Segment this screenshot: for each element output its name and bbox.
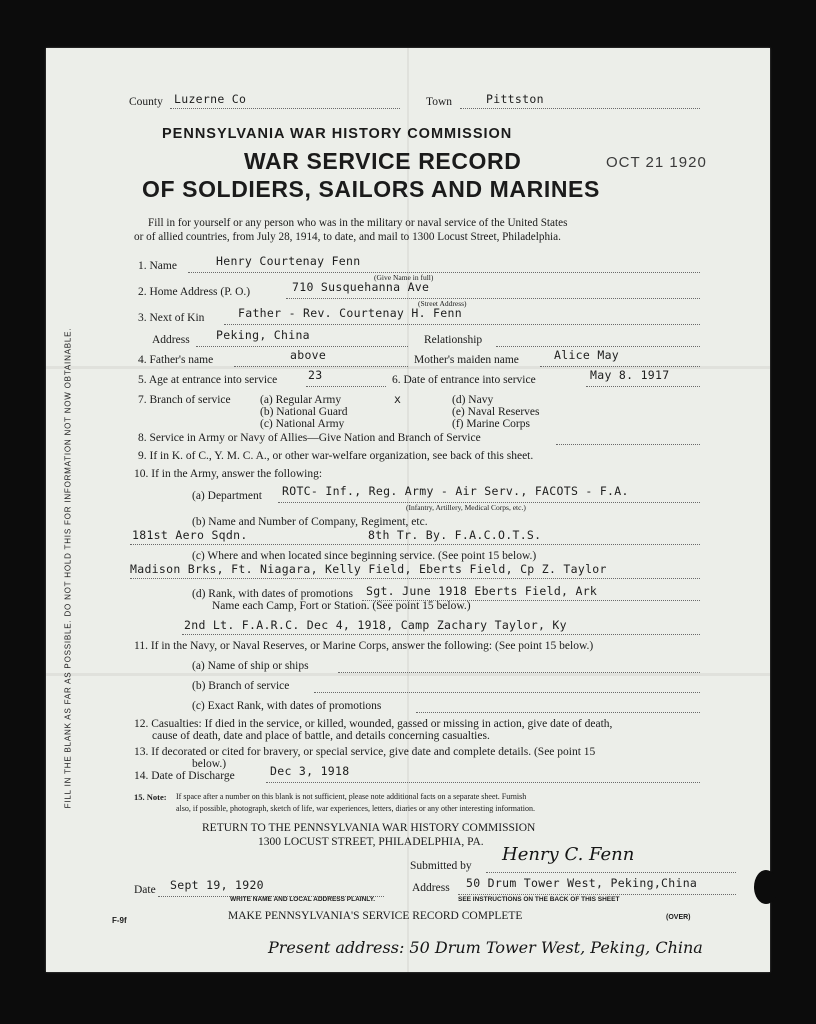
commission-title: PENNSYLVANIA WAR HISTORY COMMISSION <box>162 126 513 142</box>
rank-hint: Name each Camp, Fort or Station. (See point 15 below.) <box>212 600 471 612</box>
ship-line <box>338 672 700 673</box>
town-value: Pittston <box>486 92 544 106</box>
intro-line-1: Fill in for yourself or any person who was in the military or naval service of the United States <box>148 217 568 229</box>
department-value: ROTC- Inf., Reg. Army - Air Serv., FACOTS - F.A. <box>282 484 629 498</box>
footer-address-value: 50 Drum Tower West, Peking,China <box>466 876 698 890</box>
company-value-2: 8th Tr. By. F.A.C.O.T.S. <box>368 528 542 542</box>
name-label: 1. Name <box>138 260 177 272</box>
navy-label: 11. If in the Navy, or Naval Reserves, or Marine Corps, answer the following: (See point 15 below.) <box>134 640 594 652</box>
return-line-2: 1300 LOCUST STREET, PHILADELPHIA, PA. <box>258 836 484 848</box>
rank-value-2: 2nd Lt. F.A.R.C. Dec 4, 1918, Camp Zachary Taylor, Ky <box>184 618 567 632</box>
county-label: County <box>129 96 163 108</box>
form-title: WAR SERVICE RECORD <box>244 148 522 174</box>
rank-line-2 <box>182 634 700 635</box>
branch-marine-corps: (f) Marine Corps <box>452 418 530 430</box>
town-line <box>460 108 700 109</box>
mother-name-line <box>540 366 700 367</box>
department-hint: (Infantry, Artillery, Medical Corps, etc.) <box>406 503 526 512</box>
name-line <box>188 272 700 273</box>
navy-rank-line <box>416 712 700 713</box>
allies-label: 8. Service in Army or Navy of Allies—Give Nation and Branch of Service <box>138 432 481 444</box>
mother-name-label: Mother's maiden name <box>414 354 519 366</box>
navy-branch-line <box>314 692 700 693</box>
discharge-label: 14. Date of Discharge <box>134 770 235 782</box>
side-note: FILL IN THE BLANK AS FAR AS POSSIBLE. DO NOT HOLD THIS FOR INFORMATION NOT NOW OBTAINABLE. <box>63 327 73 809</box>
location-label: (c) Where and when located since beginning service. (See point 15 below.) <box>192 550 537 562</box>
navy-rank-label: (c) Exact Rank, with dates of promotions <box>192 700 382 712</box>
rank-value-1: Sgt. June 1918 Eberts Field, Ark <box>366 584 598 598</box>
allies-line <box>556 444 700 445</box>
branch-regular-army: (a) Regular Army <box>260 394 342 406</box>
instructions-hint: SEE INSTRUCTIONS ON THE BACK OF THIS SHEET <box>458 896 620 903</box>
form-subtitle: OF SOLDIERS, SAILORS AND MARINES <box>142 176 600 202</box>
home-address-label: 2. Home Address (P. O.) <box>138 286 251 298</box>
make-complete: MAKE PENNSYLVANIA'S SERVICE RECORD COMPLETE <box>228 910 523 922</box>
location-value: Madison Brks, Ft. Niagara, Kelly Field, Eberts Field, Cp Z. Taylor <box>130 562 607 576</box>
decorated-line-1: 13. If decorated or cited for bravery, or special service, give date and complete details. (See point 15 <box>134 746 596 758</box>
branch-national-guard: (b) National Guard <box>260 406 348 418</box>
footer-address-label: Address <box>412 882 450 894</box>
over-label: (OVER) <box>666 914 691 921</box>
company-value-1: 181st Aero Sqdn. <box>132 528 248 542</box>
kofc-label: 9. If in K. of C., Y. M. C. A., or other war-welfare organization, see back of this sheet. <box>138 450 534 462</box>
father-name-value: above <box>290 348 327 362</box>
entrance-date-value: May 8. 1917 <box>590 368 670 382</box>
age-line <box>306 386 386 387</box>
discharge-value: Dec 3, 1918 <box>270 764 350 778</box>
note-label: 15. Note: <box>134 792 167 802</box>
army-label: 10. If in the Army, answer the following: <box>134 468 323 480</box>
company-label: (b) Name and Number of Company, Regiment, etc. <box>192 516 428 528</box>
entrance-date-label: 6. Date of entrance into service <box>392 374 536 386</box>
location-line <box>130 578 700 579</box>
submitted-line <box>486 872 736 873</box>
war-service-record-form <box>46 48 770 972</box>
home-address-line <box>286 298 700 299</box>
form-number: F-9f <box>112 916 127 925</box>
received-stamp: OCT 21 1920 <box>606 154 707 171</box>
next-of-kin-value: Father - Rev. Courtenay H. Fenn <box>238 306 462 320</box>
father-name-line <box>234 366 408 367</box>
intro-line-2: or of allied countries, from July 28, 1914, to date, and mail to 1300 Locust Street, Philadelphia. <box>134 231 561 243</box>
branch-naval-reserves: (e) Naval Reserves <box>452 406 540 418</box>
department-label: (a) Department <box>192 490 262 502</box>
branch-mark: x <box>394 392 402 406</box>
branch-label: 7. Branch of service <box>138 394 231 406</box>
relationship-label: Relationship <box>424 334 483 346</box>
handwritten-address: Present address: 50 Drum Tower West, Peking, China <box>268 938 703 957</box>
write-hint: WRITE NAME AND LOCAL ADDRESS PLAINLY. <box>230 896 376 903</box>
town-label: Town <box>426 96 453 108</box>
rank-label: (d) Rank, with dates of promotions <box>192 588 353 600</box>
county-line <box>170 108 400 109</box>
next-of-kin-label: 3. Next of Kin <box>138 312 205 324</box>
return-line-1: RETURN TO THE PENNSYLVANIA WAR HISTORY COMMISSION <box>202 822 536 834</box>
kin-address-line <box>196 346 408 347</box>
footer-address-line <box>458 894 736 895</box>
kin-address-value: Peking, China <box>216 328 310 342</box>
branch-navy: (d) Navy <box>452 394 494 406</box>
decorated-line-2: below.) <box>192 758 227 770</box>
home-address-value: 710 Susquehanna Ave <box>292 280 430 294</box>
age-value: 23 <box>308 368 323 382</box>
note-line-1: If space after a number on this blank is not sufficient, please note additional facts on a separate sheet. Furnish <box>176 792 527 801</box>
submitted-label: Submitted by <box>410 860 472 872</box>
next-of-kin-line <box>224 324 700 325</box>
torn-edge <box>754 870 778 904</box>
note-line-2: also, if possible, photograph, sketch of life, war experiences, letters, diaries or any other interesting information. <box>176 804 536 813</box>
casualties-line-2: cause of death, date and place of battle, and details concerning casualties. <box>152 730 490 742</box>
relationship-line <box>496 346 700 347</box>
home-address-hint: (Street Address) <box>418 299 467 308</box>
name-hint: (Give Name in full) <box>374 273 434 282</box>
casualties-line-1: 12. Casualties: If died in the service, or killed, wounded, gassed or missing in action, give date of death, <box>134 718 613 730</box>
date-value: Sept 19, 1920 <box>170 878 264 892</box>
signature: Henry C. Fenn <box>502 844 635 865</box>
navy-branch-label: (b) Branch of service <box>192 680 290 692</box>
ship-label: (a) Name of ship or ships <box>192 660 309 672</box>
kin-address-label: Address <box>152 334 190 346</box>
father-name-label: 4. Father's name <box>138 354 214 366</box>
branch-national-army: (c) National Army <box>260 418 345 430</box>
mother-name-value: Alice May <box>554 348 620 362</box>
entrance-date-line <box>586 386 700 387</box>
age-label: 5. Age at entrance into service <box>138 374 278 386</box>
discharge-line <box>266 782 700 783</box>
company-line <box>130 544 700 545</box>
name-value: Henry Courtenay Fenn <box>216 254 361 268</box>
date-label: Date <box>134 884 156 896</box>
county-value: Luzerne Co <box>174 92 247 106</box>
